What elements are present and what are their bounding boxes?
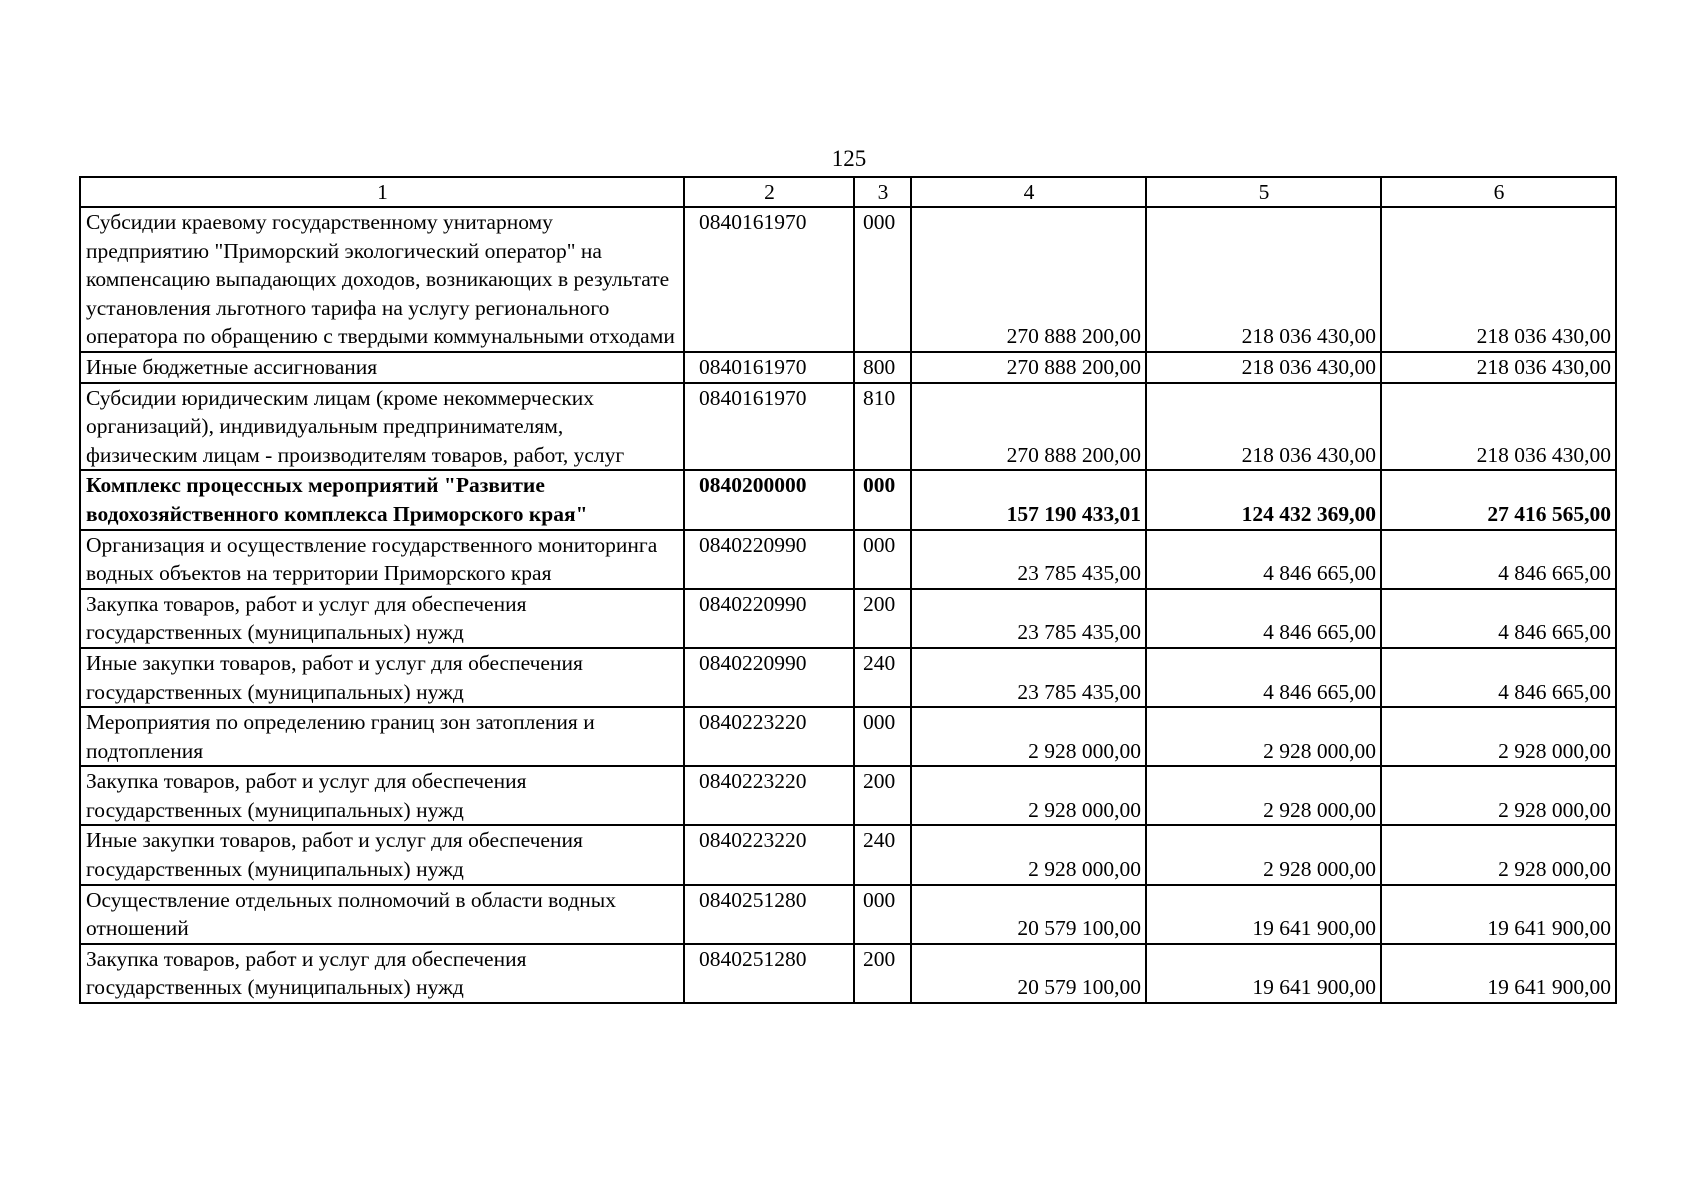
amount-col-6: 4 846 665,00 <box>1381 530 1616 589</box>
table-row <box>80 207 1616 352</box>
expense-type-code: 000 <box>854 207 911 352</box>
header-row <box>80 177 1616 207</box>
target-article-code: 0840161970 <box>684 383 854 471</box>
amount-col-5: 4 846 665,00 <box>1146 589 1381 648</box>
amount-col-4: 2 928 000,00 <box>911 766 1146 825</box>
expense-type-code: 000 <box>854 530 911 589</box>
amount-col-4: 270 888 200,00 <box>911 383 1146 471</box>
item-name: Иные закупки товаров, работ и услуг для обеспечения государственных (муниципальных) нужд <box>80 648 684 707</box>
item-name: Закупка товаров, работ и услуг для обеспечения государственных (муниципальных) нужд <box>80 944 684 1003</box>
column-header-4: 4 <box>911 177 1146 207</box>
expense-type-code: 240 <box>854 648 911 707</box>
amount-col-6: 4 846 665,00 <box>1381 648 1616 707</box>
item-name: Субсидии краевому государственному унитарному предприятию "Приморский экологический оператор" на компенсацию выпадающих доходов, возникающих в результате установления льготного тарифа на услугу регионального оператора по обращению с твердыми коммунальными отходами <box>80 207 684 352</box>
amount-col-5: 19 641 900,00 <box>1146 944 1381 1003</box>
table-row <box>80 707 1616 766</box>
item-name: Иные закупки товаров, работ и услуг для обеспечения государственных (муниципальных) нужд <box>80 825 684 884</box>
target-article-code: 0840161970 <box>684 207 854 352</box>
item-name: Иные бюджетные ассигнования <box>80 352 684 383</box>
amount-col-6: 218 036 430,00 <box>1381 383 1616 471</box>
table-row <box>80 352 1616 383</box>
item-name: Закупка товаров, работ и услуг для обеспечения государственных (муниципальных) нужд <box>80 589 684 648</box>
expense-type-code: 200 <box>854 766 911 825</box>
item-name: Осуществление отдельных полномочий в области водных отношений <box>80 885 684 944</box>
amount-col-6: 2 928 000,00 <box>1381 707 1616 766</box>
table-row-subtotal <box>80 470 1616 529</box>
amount-col-5: 19 641 900,00 <box>1146 885 1381 944</box>
table-row <box>80 885 1616 944</box>
column-header-3: 3 <box>854 177 911 207</box>
target-article-code: 0840200000 <box>684 470 854 529</box>
amount-col-4: 2 928 000,00 <box>911 825 1146 884</box>
item-name: Мероприятия по определению границ зон затопления и подтопления <box>80 707 684 766</box>
amount-col-4: 23 785 435,00 <box>911 648 1146 707</box>
expense-type-code: 000 <box>854 885 911 944</box>
amount-col-4: 157 190 433,01 <box>911 470 1146 529</box>
amount-col-4: 20 579 100,00 <box>911 885 1146 944</box>
table-row <box>80 766 1616 825</box>
target-article-code: 0840161970 <box>684 352 854 383</box>
amount-col-6: 218 036 430,00 <box>1381 352 1616 383</box>
item-name: Комплекс процессных мероприятий "Развитие водохозяйственного комплекса Приморского края" <box>80 470 684 529</box>
column-header-5: 5 <box>1146 177 1381 207</box>
expense-type-code: 000 <box>854 707 911 766</box>
target-article-code: 0840220990 <box>684 530 854 589</box>
amount-col-6: 4 846 665,00 <box>1381 589 1616 648</box>
amount-col-6: 2 928 000,00 <box>1381 766 1616 825</box>
expense-type-code: 800 <box>854 352 911 383</box>
page-number: 125 <box>831 146 867 171</box>
expense-type-code: 810 <box>854 383 911 471</box>
budget-table <box>79 176 1617 1004</box>
target-article-code: 0840220990 <box>684 589 854 648</box>
amount-col-5: 2 928 000,00 <box>1146 707 1381 766</box>
amount-col-4: 270 888 200,00 <box>911 207 1146 352</box>
amount-col-5: 2 928 000,00 <box>1146 825 1381 884</box>
amount-col-4: 23 785 435,00 <box>911 530 1146 589</box>
table-row <box>80 825 1616 884</box>
expense-type-code: 240 <box>854 825 911 884</box>
amount-col-5: 4 846 665,00 <box>1146 648 1381 707</box>
expense-type-code: 200 <box>854 944 911 1003</box>
expense-type-code: 200 <box>854 589 911 648</box>
column-header-2: 2 <box>684 177 854 207</box>
table-row <box>80 648 1616 707</box>
amount-col-4: 20 579 100,00 <box>911 944 1146 1003</box>
target-article-code: 0840223220 <box>684 766 854 825</box>
amount-col-5: 218 036 430,00 <box>1146 207 1381 352</box>
amount-col-5: 124 432 369,00 <box>1146 470 1381 529</box>
amount-col-6: 27 416 565,00 <box>1381 470 1616 529</box>
column-header-1: 1 <box>80 177 684 207</box>
target-article-code: 0840251280 <box>684 885 854 944</box>
amount-col-5: 218 036 430,00 <box>1146 352 1381 383</box>
table-row <box>80 944 1616 1003</box>
target-article-code: 0840251280 <box>684 944 854 1003</box>
table-body <box>80 207 1616 1003</box>
table-row <box>80 383 1616 471</box>
amount-col-6: 19 641 900,00 <box>1381 944 1616 1003</box>
item-name: Закупка товаров, работ и услуг для обеспечения государственных (муниципальных) нужд <box>80 766 684 825</box>
target-article-code: 0840220990 <box>684 648 854 707</box>
item-name: Организация и осуществление государственного мониторинга водных объектов на территории Приморского края <box>80 530 684 589</box>
expense-type-code: 000 <box>854 470 911 529</box>
amount-col-5: 4 846 665,00 <box>1146 530 1381 589</box>
table-row <box>80 530 1616 589</box>
amount-col-4: 270 888 200,00 <box>911 352 1146 383</box>
amount-col-6: 218 036 430,00 <box>1381 207 1616 352</box>
amount-col-5: 2 928 000,00 <box>1146 766 1381 825</box>
column-header-6: 6 <box>1381 177 1616 207</box>
target-article-code: 0840223220 <box>684 707 854 766</box>
table-row <box>80 589 1616 648</box>
item-name: Субсидии юридическим лицам (кроме некоммерческих организаций), индивидуальным предпринимателям, физическим лицам - производителям товаров, работ, услуг <box>80 383 684 471</box>
target-article-code: 0840223220 <box>684 825 854 884</box>
amount-col-6: 19 641 900,00 <box>1381 885 1616 944</box>
amount-col-4: 23 785 435,00 <box>911 589 1146 648</box>
amount-col-4: 2 928 000,00 <box>911 707 1146 766</box>
amount-col-6: 2 928 000,00 <box>1381 825 1616 884</box>
amount-col-5: 218 036 430,00 <box>1146 383 1381 471</box>
